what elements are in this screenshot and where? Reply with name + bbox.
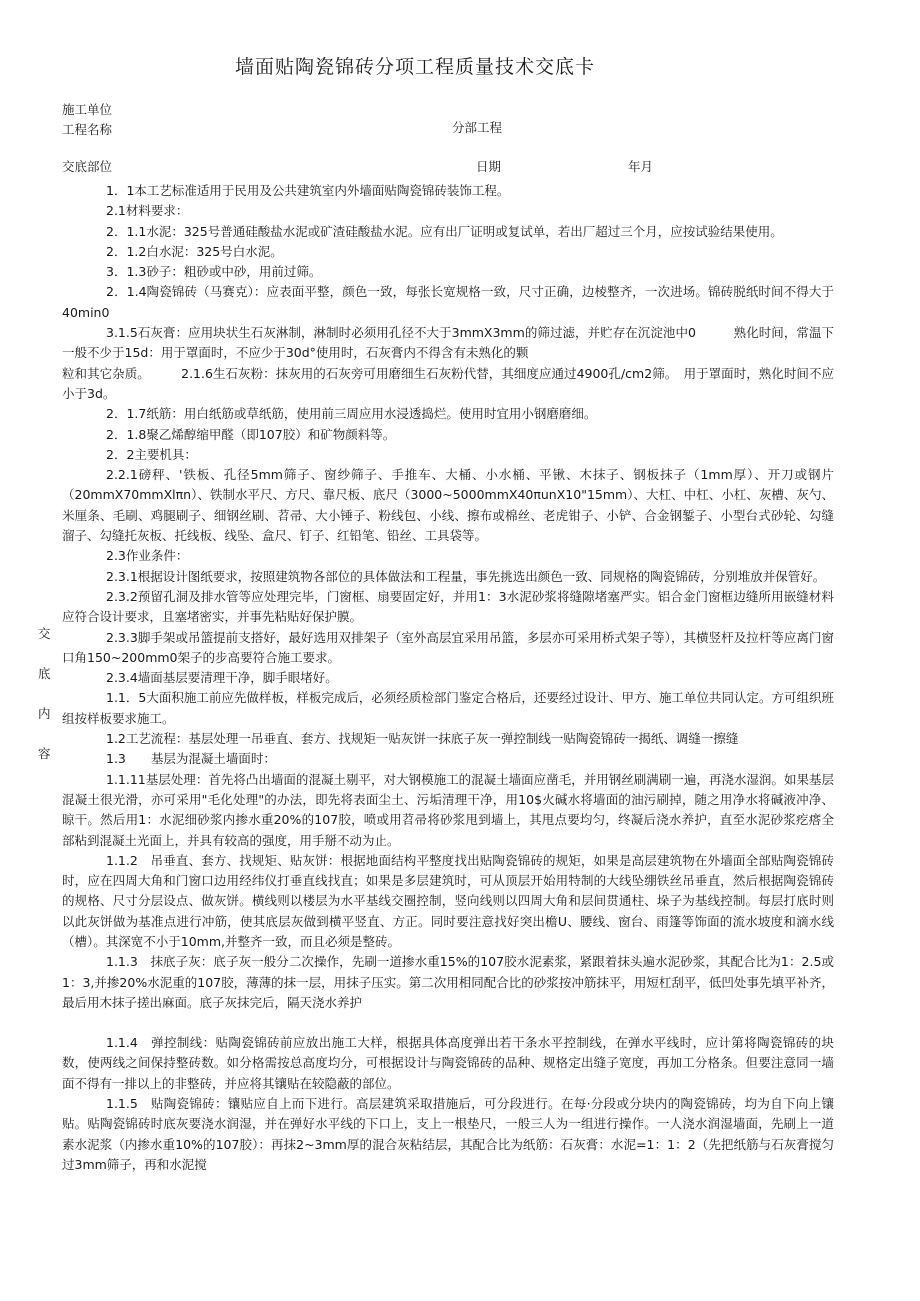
paragraph: 粒和其它杂质。 2.1.6生石灰粉：抹灰用的石灰旁可用磨细生石灰粉代替，其细度应通过4900孔/cm2筛。 用于罩面时，熟化时间不应小于3d。	[62, 365, 834, 401]
paragraph: 1.1．5大面积施工前应先做样板，样板完成后，必须经质检部门鉴定合格后，还要经过设计、甲方、施工单位共同认定。方可组织班组按样板要求施工。	[62, 690, 834, 726]
paragraph: 2．1.1水泥：325号普通硅酸盐水泥或矿渣硅酸盐水泥。应有出厂证明或复试单，若出厂超过三个月，应按试验结果使用。	[106, 223, 783, 239]
side-label-char: 交	[38, 626, 51, 641]
paragraph: 2.3.2预留孔洞及排水管等应处理完毕，门窗框、扇要固定好，并用1：3水泥砂浆将缝隙堵塞严实。铝合金门窗框边缝所用嵌缝材料应符合设计要求，且塞堵密实，并事先粘贴好保护膜。	[62, 588, 834, 625]
sub-project-label: 分部工程	[452, 120, 503, 135]
paragraph: 2．1.4陶瓷锦砖（马赛克）：应表面平整，颜色一致，每张长宽规格一致，尺寸正确，边棱整齐，一次进场。锦砖脱纸时间不得大于40min0	[62, 284, 834, 320]
paragraph: 2.1材料要求：	[106, 203, 189, 219]
paragraph: 2．1.7纸筋：用白纸筋或草纸筋，使用前三周应用水浸透捣烂。使用时宜用小钢磨磨细。	[106, 406, 597, 422]
paragraph: 1.1.11基层处理：首先将凸出墙面的混凝土剔平，对大钢模施工的混凝土墙面应凿毛，并用钢丝刷满刷一遍，再浇水湿润。如果基层混凝土很光滑，亦可采用"毛化处理"的办法，即先将表面尘土、污垢清理干净，用10$火碱水将墙面的油污刷掉，随之用净水将碱液冲净、晾干。然后用1：水泥细砂浆内掺水重20%的107胶，喷或用苕帚将砂浆甩到墙上，其甩点要均匀，终凝后浇水养护，直至水泥砂浆疙瘩全部粘到混凝土光面上，并具有较高的强度，用手掰不动为止。	[62, 771, 834, 848]
paragraph: 2．1.8聚乙烯醇缩甲醛（即107胶）和矿物颜料等。	[106, 426, 396, 442]
paragraph: 3．1.3砂子：粗砂或中砂，用前过筛。	[106, 264, 322, 280]
side-label-char: 内	[38, 706, 51, 721]
paragraph: 2.3.4墙面基层要清理干净，脚手眼堵好。	[106, 670, 338, 686]
paragraph: 2.2.1磅秤、'铁板、孔径5mm筛子、窗纱筛子、手推车、大桶、小水桶、平锹、木抹子、钢板抹子（1mm厚）、开刀或钢片（20mmX70mmXlπn）、铁制水平尺、方尺、靠尺板、底尺（3000~5000mmX40πunX10"15mm）、大杠、中杠、小杠、灰槽、灰勺、米厘条、毛刷、鸡腿刷子、细钢丝刷、苕帚、大小锤子、粉线包、小线、擦布或棉丝、老虎钳子、小铲、合金钢錾子、小型台式砂轮、勾缝溜子、勾缝托灰板、托线板、线坠、盒尺、钉子、红铅笔、铅丝、工具袋等。	[62, 467, 834, 544]
handover-part-label: 交底部位	[62, 159, 113, 174]
side-label-char: 底	[38, 666, 51, 681]
paragraph: 2.3.1根据设计图纸要求，按照建筑物各部位的具体做法和工程量，事先挑选出颜色一致、同规格的陶瓷锦砖，分别堆放并保管好。	[106, 568, 826, 584]
paragraph: 1.1.5 贴陶瓷锦砖：镶贴应自上而下进行。高层建筑采取措施后，可分段进行。在每·分段或分块内的陶瓷锦砖，均为自下向上镶贴。贴陶瓷锦砖时底灰要浇水润湿，并在弹好水平线的下口上，支上一根垫尺，一般三人为一组进行操作。一人浇水润湿墙面，先刷上一道素水泥浆（内掺水重10%的107胶）：再抹2~3mm厚的混合灰粘结层，其配合比为纸筋：石灰膏：水泥=1：1：2（先把纸筋与石灰膏搅匀过3mm筛子，再和水泥搅	[62, 1096, 834, 1172]
paragraph: 3.1.5石灰膏：应用块状生石灰淋制，淋制时必须用孔径不大于3mmX3mm的筛过滤，并贮存在沉淀池中0 熟化时间，常温下一般不少于15d：用于罩面时，不应少于30d°使用时，石灰膏内不得含有未熟化的颗	[62, 325, 834, 361]
side-label-char: 容	[38, 746, 51, 761]
construction-unit-label: 施工单位	[62, 102, 113, 117]
paragraph: 2.3作业条件：	[106, 548, 189, 564]
paragraph: 2．2主要机具：	[106, 446, 197, 462]
handover-content	[62, 181, 834, 1175]
project-name-label: 工程名称	[62, 122, 113, 137]
year-month-label: 年月	[628, 159, 654, 174]
paragraph: 1.1.4 弹控制线：贴陶瓷锦砖前应放出施工大样，根据具体高度弹出若干条水平控制线，在弹水平线时，应计第将陶瓷锦砖的块数，使两线之间保持整砖数。如分格需按总高度均分，可根据设计与陶瓷锦砖的品种、规格定出缝子宽度，再加工分格条。但要注意同一墙面不得有一排以上的非整砖，并应将其镶贴在较隐蔽的部位。	[62, 1035, 834, 1091]
paragraph: 1.2工艺流程：基层处理一吊垂直、套方、找规矩一贴灰饼一抹底子灰一弹控制线一贴陶瓷锦砖一揭纸、调缝一擦缝	[106, 731, 739, 747]
paragraph: 2．1.2白水泥：325号白水泥。	[106, 243, 283, 259]
paragraph: 1.1.2 吊垂直、套方、找规矩、贴灰饼：根据地面结构平整度找出贴陶瓷锦砖的规矩，如果是高层建筑物在外墙面全部贴陶瓷锦砖时，应在四周大角和门窗口边用经纬仪打垂直线找直；如果是多层建筑时，可从顶层开始用特制的大线坠绷铁丝吊垂直，然后根据陶瓷锦砖的规格、尺寸分层设点、做灰饼。横线则以楼层为水平基线交圈控制，竖向线则以四周大角和层间贯通柱、垛子为基线控制。每层打底时则以此灰饼做为基准点进行冲筋，使其底层灰做到横平竖直、方正。同时要注意找好突出檐U、腰线、窗台、雨篷等饰面的流水坡度和滴水线（槽）。其深宽不小于10mm,并整齐一致，而且必须是整砖。	[62, 852, 834, 949]
date-label: 日期	[476, 159, 502, 174]
paragraph: 1．1本工艺标准适用于民用及公共建筑室内外墙面贴陶瓷锦砖装饰工程。	[106, 183, 510, 198]
paragraph-gap	[62, 1013, 834, 1033]
document-title: 墙面贴陶瓷锦砖分项工程质量技术交底卡	[234, 56, 595, 78]
paragraph: 1.3 基层为混凝土墙面时：	[106, 751, 276, 767]
paragraph: 2.3.3脚手架或吊篮提前支搭好，最好选用双排架子（室外高层宜采用吊篮，多层亦可采用桥式架子等），其横竖杆及拉杆等应离门窗口角150~200mm0架子的步高要符合施工要求。	[62, 629, 834, 665]
paragraph: 1.1.3 抹底子灰：底子灰一般分二次操作，先刷一道掺水重15%的107胶水泥素浆，紧跟着抹头遍水泥砂浆，其配合比为1：2.5或1：3,并掺20%水泥重的107胶，薄薄的抹一层，用抹子压实。第二次用相同配合比的砂浆按冲筋抹平，用短杠刮平，低凹处事先填平补齐，最后用木抹子搓出麻面。底子灰抹完后，隔天浇水养护	[62, 954, 834, 1010]
